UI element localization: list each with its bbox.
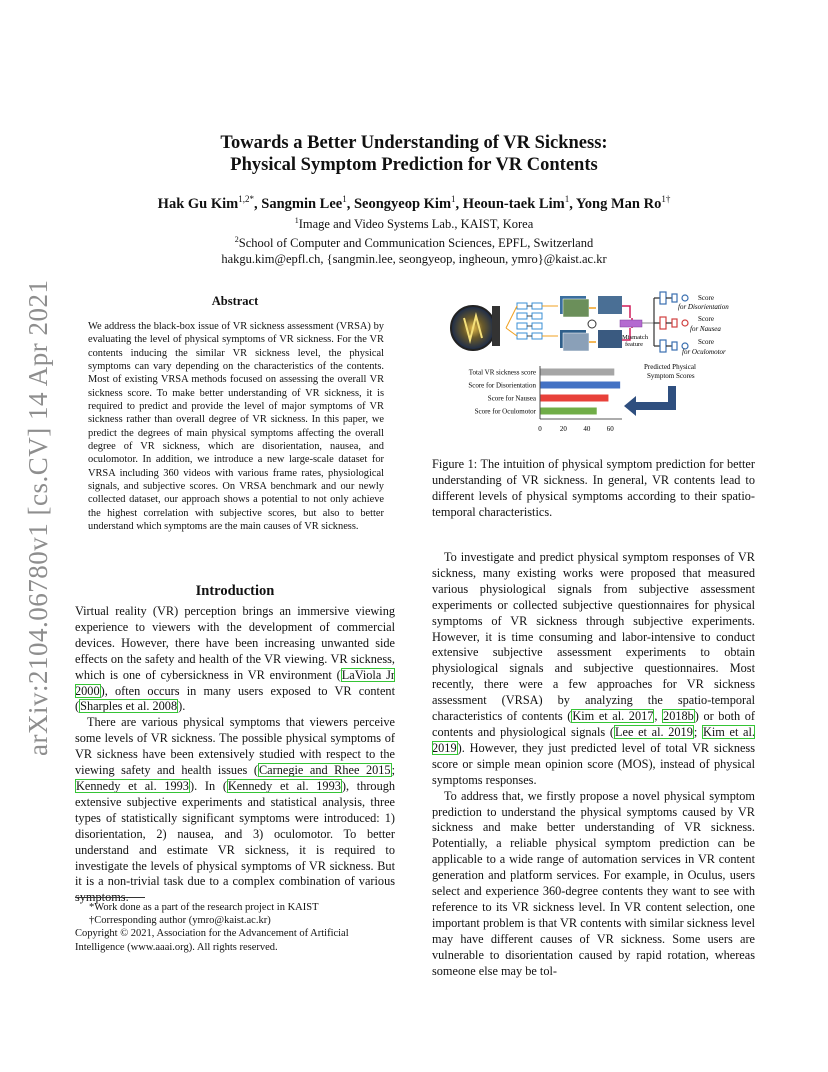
author: Sangmin Lee$^1$, [261,194,354,212]
bar [541,382,621,389]
figure-1 [440,288,750,438]
score-label: for Oculomotor [682,348,726,356]
bar [541,395,609,402]
author: Hak Gu Kim$^{1,2*}$, [157,194,262,212]
feature-label: feature [625,341,644,348]
author-emails: hakgu.kim@epfl.ch, {sangmin.lee, seongyeop, ingheoun, ymro}@kaist.ac.kr [221,252,607,267]
citation-link[interactable]: LaViola Jr 2000 [75,667,395,698]
copyright-notice: Copyright © 2021, Association for the Advancement of Artificial Intelligence (www.aaai.org). All rights reserved. [75,928,349,953]
citation-link[interactable]: Carnegie and Rhee 2015 [258,763,391,778]
bar [541,408,597,415]
figure-1-caption: Figure 1: The intuition of physical symptom prediction for better understanding of VR sickness. In general, VR contents lead to different levels of physical symptoms according to their spatio-temporal characteristics. [432,457,755,519]
arrow-icon [624,386,676,416]
paragraph: To address that, we firstly propose a novel physical symptom prediction to understand the physical symptoms caused by VR sickness and make better understanding of VR sickness. Potentially, a reliable physical symptom prediction can be applicable to a wide range of automation services in VR content generation and platform services. For example, in Oculus, users select and experience 360-degree contents they want to see with reference to its VR sickness level. In VR content selection, one important problem is that VR contents with similar sickness level may have different causes of VR sickness. Some users are vulnerable to disorientation caused by rapid rotation, whereas someone else may be tol- [432,788,755,978]
paragraph: There are various physical symptoms that viewers perceive some levels of VR sickness. The possible physical symptoms of VR sickness have been extensively studied with respect to the viewing safety and health issues (Carnegie and Rhee 2015; Kennedy et al. 1993). In (Kennedy et al. 1993), through extensive subjective experiments and statistical analysis, three types of statistically significant symptoms were introduced: 1) disorientation, 2) nausea, and 3) oculomotor. To better understand and estimate VR sickness, it is required to investigate the levels of physical symptoms of VR sickness. But it is a non-trivial task due to a complex combination of various symptoms. [75,715,396,905]
citation-link[interactable]: Kennedy et al. 1993 [227,778,341,793]
paragraph: To investigate and predict physical symptom responses of VR sickness, many existing works were proposed that measured various physiological signals from subjective assessment experiments or collected subjective questionnaires for physical symptoms of VR sickness through subjective experiments. However, it is time consuming and labor-intensive to conduct extensive subjective assessment experiments to obtain physiological signals and subjective questionnaires. Most recently, there were a few approaches for VR sickness assessment (VRSA) by analyzing the spatio-temporal characteristics of contents (Kim et al. 2017, 2018b) or both of contents and physiological signals (Lee et al. 2019; Kim et al. 2019). However, they just predicted level of total VR sickness score or simple mean opinion score (MOS), instead of physical symptoms responses. [432,550,756,787]
introduction-body [75,604,395,906]
score-label: for Nausea [690,325,721,333]
author: Heoun-taek Lim$^1$, [462,194,576,212]
x-tick-label: 20 [559,425,567,433]
footnote-rule [75,897,145,898]
bar [541,369,615,376]
arxiv-identifier: arXiv:2104.06780v1 [cs.CV] 14 Apr 2021 [23,279,53,756]
mismatch-label: Mismatch [622,334,648,341]
paper-header [0,132,828,267]
citation-link[interactable]: Kennedy et al. 1993 [76,778,189,793]
score-label: for Disorientation [678,303,729,311]
introduction-heading: Introduction [195,583,275,599]
score-label: Score [698,315,714,323]
right-column-body [432,550,755,979]
footnote-2: †Corresponding author (ymro@kaist.ac.kr) [89,915,271,927]
predicted-label: Predicted Physical [644,363,696,371]
symptom-score-bar-chart [468,366,622,433]
footnote-1: *Work done as a part of the research project in KAIST [89,902,319,913]
category-label: Score for Oculomotor [474,407,536,416]
citation-link[interactable]: Lee et al. 2019 [614,724,693,739]
predicted-label: Symptom Scores [647,372,695,380]
title-line-1: Towards a Better Understanding of VR Sickness: [220,133,608,153]
affiliation-2: $^2$School of Computer and Communication Sciences, EPFL, Switzerland [234,234,594,251]
author: Yong Man $Ro^{1\dagger}$ [575,194,671,212]
x-tick-label: 40 [583,425,591,433]
author: Seongyeop Kim$^1$, [353,194,463,212]
affiliation-1: $^1$Image and Video Systems Lab., KAIST, Korea [294,215,534,231]
author-list [0,190,828,213]
abstract-body: We address the black-box issue of VR sickness assessment (VRSA) by evaluating the level of physical symptoms of VR sickness. For the VR contents inducing the similar VR sickness level, the physical symptoms can vary depending on the characteristics of the contents. Most of existing VRSA methods focused on assessing the overall VR sickness score. To make better understanding of VR sickness, it is required to predict and provide the level of major symptoms of VR sickness rather than overall degree of VR sickness. In this paper, we predict the degrees of main physical symptoms affecting the overall degree of VR sickness, which are disorientation, nausea, and oculomotor. In addition, we introduce a new large-scale dataset for VRSA including 360 videos with various frame rates, physiological signals, and subjective scores. On VRSA benchmark and our newly collected dataset, our approach shows a potential to not only achieve the highest correlation with subjective scores, but also to better understand which symptoms are the main causes of VR sickness. [88,321,384,533]
citation-link[interactable]: 2018b [663,709,694,724]
citation-link[interactable]: Kim et al. 2019 [432,724,756,755]
abstract-heading: Abstract [211,294,259,308]
category-label: Score for Nausea [487,394,536,403]
category-label: Total VR sickness score [468,368,536,377]
figure-1-graphic [440,288,750,438]
citation-link[interactable]: Sharples et al. 2008 [80,699,178,714]
category-label: Score for Disorientation [468,381,536,390]
footnotes [75,897,395,954]
score-label: Score [698,338,714,346]
citation-link[interactable]: Kim et al. 2017 [572,709,654,724]
title-line-2: Physical Symptom Prediction for VR Contents [230,155,598,175]
x-tick-label: 60 [606,425,614,433]
paragraph: Virtual reality (VR) perception brings an immersive viewing experience to viewers with the development of commercial devices. However, there have been increasing unwanted side effects on the safety and health of the VR viewing. VR sickness, which is one of cybersickness in VR environment (LaViola Jr 2000), often occurs in many users exposed to VR content (Sharples et al. 2008). [75,604,395,714]
score-label: Score [698,294,714,302]
x-tick-label: 0 [538,425,542,433]
output-heads [654,292,688,352]
network-diagram [506,303,558,339]
paper-title [0,132,828,176]
mismatch-feature-block [620,320,642,327]
vr-content-image [451,306,500,350]
